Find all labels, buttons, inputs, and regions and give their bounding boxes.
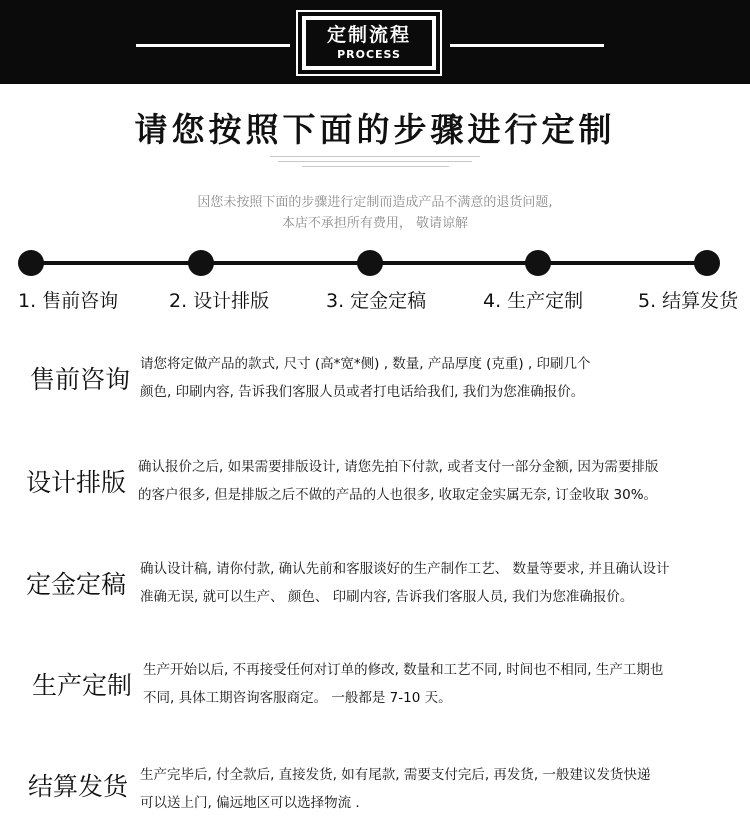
section-title: 售前咨询	[30, 365, 131, 394]
section-line-1: 请您将定做产品的款式, 尺寸 (高*宽*侧) , 数量, 产品厚度 (克重) , 印刷几个	[140, 356, 591, 372]
notice-line-2: 本店不承担所有费用， 敬请谅解	[281, 216, 469, 231]
timeline-dot-4	[525, 250, 551, 276]
section-body	[143, 656, 663, 712]
section-line-1: 生产完毕后, 付全款后, 直接发货, 如有尾款, 需要支付完后, 再发货, 一般建议发货快递	[140, 767, 651, 783]
section-body	[140, 350, 591, 406]
section-body	[140, 555, 670, 611]
step-label-2: 2. 设计排版	[169, 290, 270, 312]
section-body	[138, 453, 658, 509]
section-line-2: 可以送上门, 偏远地区可以选择物流 .	[140, 795, 360, 811]
main-title: 请您按照下面的步骤进行定制	[134, 110, 616, 149]
notice-line-1: 因您未按照下面的步骤进行定制而造成产品不满意的退货问题,	[197, 195, 553, 210]
section-line-2: 准确无误, 就可以生产、 颜色、 印刷内容, 告诉我们客服人员, 我们为您准确报价。	[140, 589, 634, 605]
section-title: 生产定制	[32, 671, 133, 700]
header-left-line	[136, 44, 290, 47]
header-badge	[306, 20, 432, 66]
step-label-3: 3. 定金定稿	[326, 290, 427, 312]
timeline-dot-5	[694, 250, 720, 276]
header-right-line	[450, 44, 604, 47]
timeline-dot-3	[357, 250, 383, 276]
decorative-faint-text	[270, 156, 480, 171]
section-title: 设计排版	[26, 468, 127, 497]
section-line-1: 确认报价之后, 如果需要排版设计, 请您先拍下付款, 或者支付一部分金额, 因为需要排版	[138, 459, 659, 475]
step-label-1: 1. 售前咨询	[18, 290, 119, 312]
header-title: 定制流程	[326, 24, 411, 46]
section-line-1: 生产开始以后, 不再接受任何对订单的修改, 数量和工艺不同, 时间也不相同, 生产工期也	[143, 662, 664, 678]
section-line-2: 的客户很多, 但是排版之后不做的产品的人也很多, 收取定金实属无奈, 订金收取 30%。	[138, 487, 658, 503]
header-subtitle: PROCESS	[337, 48, 401, 61]
step-label-5: 5. 结算发货	[638, 290, 739, 312]
notice	[0, 192, 750, 234]
section-line-2: 不同, 具体工期咨询客服商定。 一般都是 7-10 天。	[143, 690, 452, 706]
step-label-4: 4. 生产定制	[483, 290, 584, 312]
section-body	[140, 761, 651, 817]
section-line-1: 确认设计稿, 请你付款, 确认先前和客服谈好的生产制作工艺、 数量等要求, 并且确认设计	[140, 561, 670, 577]
section-title: 结算发货	[28, 772, 129, 801]
section-line-2: 颜色, 印刷内容, 告诉我们客服人员或者打电话给我们, 我们为您准确报价。	[140, 384, 585, 400]
timeline-dot-2	[188, 250, 214, 276]
timeline-dot-1	[18, 250, 44, 276]
section-title: 定金定稿	[26, 570, 127, 599]
